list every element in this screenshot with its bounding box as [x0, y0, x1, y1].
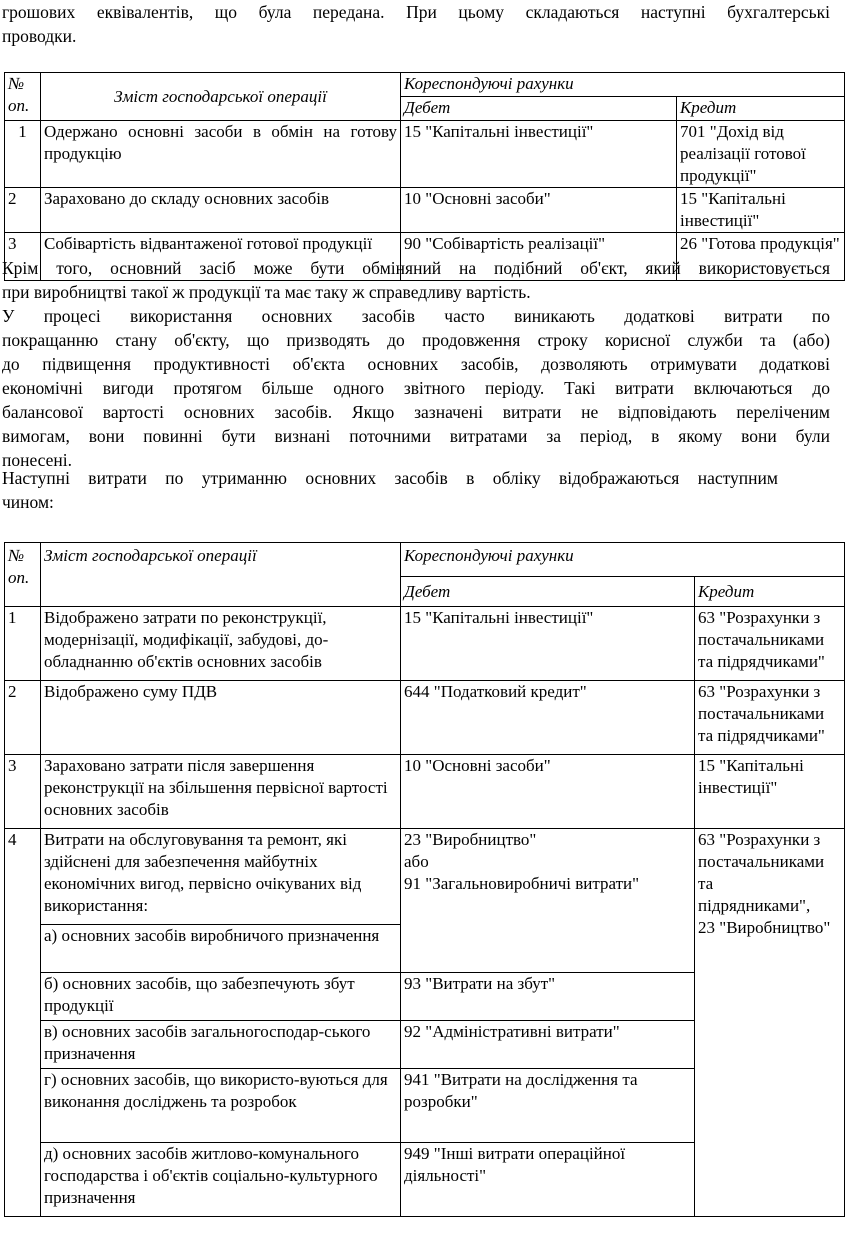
row-content: Одержано основні засоби в обмін на готову продукцію [41, 121, 401, 188]
row-content: Собівартість відвантаженої готової продукції [41, 233, 401, 281]
body-paragraph [0, 466, 830, 514]
table-row [5, 755, 845, 829]
table-row [5, 188, 845, 233]
header-credit: Кредит [695, 577, 845, 607]
row-number: 2 [5, 188, 41, 233]
row-content: Відображено суму ПДВ [41, 681, 401, 755]
header-debit: Дебет [401, 97, 677, 121]
row-credit [695, 829, 845, 1217]
row-number: 3 [5, 755, 41, 829]
row-content: б) основних засобів, що забезпечують збут продукції [41, 973, 401, 1021]
text-line: проводки. [2, 26, 77, 46]
body-paragraph [0, 256, 830, 472]
credit-line: підрядниками", [698, 896, 811, 915]
credit-line: 23 "Виробництво" [698, 918, 831, 937]
row-debit [401, 829, 695, 973]
row-content: а) основних засобів виробничого призначення [41, 925, 401, 973]
row-number: 1 [5, 607, 41, 681]
text-line: покращанню стану об'єкту, що призводять до продовження строку корисної служби та (або) [2, 330, 830, 350]
table-row [5, 607, 845, 681]
row-debit: 644 "Податковий кредит" [401, 681, 695, 755]
row-credit: 63 "Розрахунки з постачальниками та підрядчиками" [695, 681, 845, 755]
header-number: № оп. [5, 73, 41, 121]
header-accounts: Кореспондуючі рахунки [401, 73, 845, 97]
row-number: 2 [5, 681, 41, 755]
header-credit: Кредит [677, 97, 845, 121]
text-line: вимогам, вони повинні бути визнані поточними витратами за період, в якому вони були [2, 426, 830, 446]
row-debit: 15 "Капітальні інвестиції" [401, 607, 695, 681]
row-number: 4 [5, 829, 41, 1217]
row-content: д) основних засобів житлово-комунального господарства і об'єктів соціально-культурного призначення [41, 1143, 401, 1217]
row-debit: 90 "Собівартість реалізації" [401, 233, 677, 281]
header-content: Зміст господарської операції [41, 543, 401, 607]
row-content: Зараховано до складу основних засобів [41, 188, 401, 233]
credit-line: 63 "Розрахунки з [698, 830, 821, 849]
text-line: до підвищення продуктивності об'єкта основних засобів, дозволяють отримувати додаткові [2, 354, 830, 374]
row-debit: 15 "Капітальні інвестиції" [401, 121, 677, 188]
text-line: чином: [2, 492, 54, 512]
row-debit: 10 "Основні засоби" [401, 755, 695, 829]
text-line: при виробництві такої ж продукції та має таку ж справедливу вартість. [2, 282, 531, 302]
table-row [5, 121, 845, 188]
text-line: Наступні витрати по утриманню основних засобів в обліку відображаються наступним [2, 468, 778, 488]
accounting-entries-table-2 [4, 542, 845, 1217]
debit-line: 91 "Загальновиробничі витрати" [404, 874, 640, 893]
text-line: понесені. [2, 450, 73, 470]
row-debit: 10 "Основні засоби" [401, 188, 677, 233]
accounting-entries-table-1 [4, 72, 845, 281]
text-line: грошових еквівалентів, що була передана. При цьому складаються наступні бухгалтерські [2, 2, 830, 22]
row-credit: 15 "Капітальні інвестиції" [695, 755, 845, 829]
row-debit: 941 "Витрати на дослідження та розробки" [401, 1069, 695, 1143]
row-content: Відображено затрати по реконструкції, модернізації, модифікації, забудові, до-обладнанню об'єктів основних засобів [41, 607, 401, 681]
row-content: Зараховано затрати після завершення реконструкції на збільшення первісної вартості основних засобів [41, 755, 401, 829]
credit-line: постачальниками та [698, 852, 825, 893]
row-credit: 701 "Дохід від реалізації готової продукції" [677, 121, 845, 188]
debit-line: або [404, 852, 429, 871]
row-debit: 949 "Інші витрати операційної діяльності" [401, 1143, 695, 1217]
text-line: У процесі використання основних засобів часто виникають додаткові витрати по [2, 306, 830, 326]
row-credit: 63 "Розрахунки з постачальниками та підрядчиками" [695, 607, 845, 681]
header-debit: Дебет [401, 577, 695, 607]
row-debit: 92 "Адміністративні витрати" [401, 1021, 695, 1069]
text-line: балансової вартості основних засобів. Якщо зазначені витрати не відповідають переліченим [2, 402, 830, 422]
row-content: в) основних засобів загальногосподар-ського призначення [41, 1021, 401, 1069]
row-number: 1 [5, 121, 41, 188]
row-content: Витрати на обслуговування та ремонт, які здійснені для забезпечення майбутніх економічних вигод, первісно очікуваних від використання: [41, 829, 401, 925]
text-line: економічні вигоди протягом більше одного звітного періоду. Такі витрати включаються до [2, 378, 830, 398]
row-debit: 93 "Витрати на збут" [401, 973, 695, 1021]
header-accounts: Кореспондуючі рахунки [401, 543, 845, 577]
text-line: Крім того, основний засіб може бути обміняний на подібний об'єкт, який використовується [2, 258, 830, 278]
row-content: г) основних засобів, що використо-вуються для виконання досліджень та розробок [41, 1069, 401, 1143]
intro-paragraph [0, 0, 830, 48]
debit-line: 23 "Виробництво" [404, 830, 537, 849]
header-number: № оп. [5, 543, 41, 607]
table-row [5, 829, 845, 925]
header-content: Зміст господарської операції [41, 73, 401, 121]
row-credit: 15 "Капітальні інвестиції" [677, 188, 845, 233]
row-number: 3 [5, 233, 41, 281]
row-credit: 26 "Готова продукція" [677, 233, 845, 281]
table-row [5, 681, 845, 755]
